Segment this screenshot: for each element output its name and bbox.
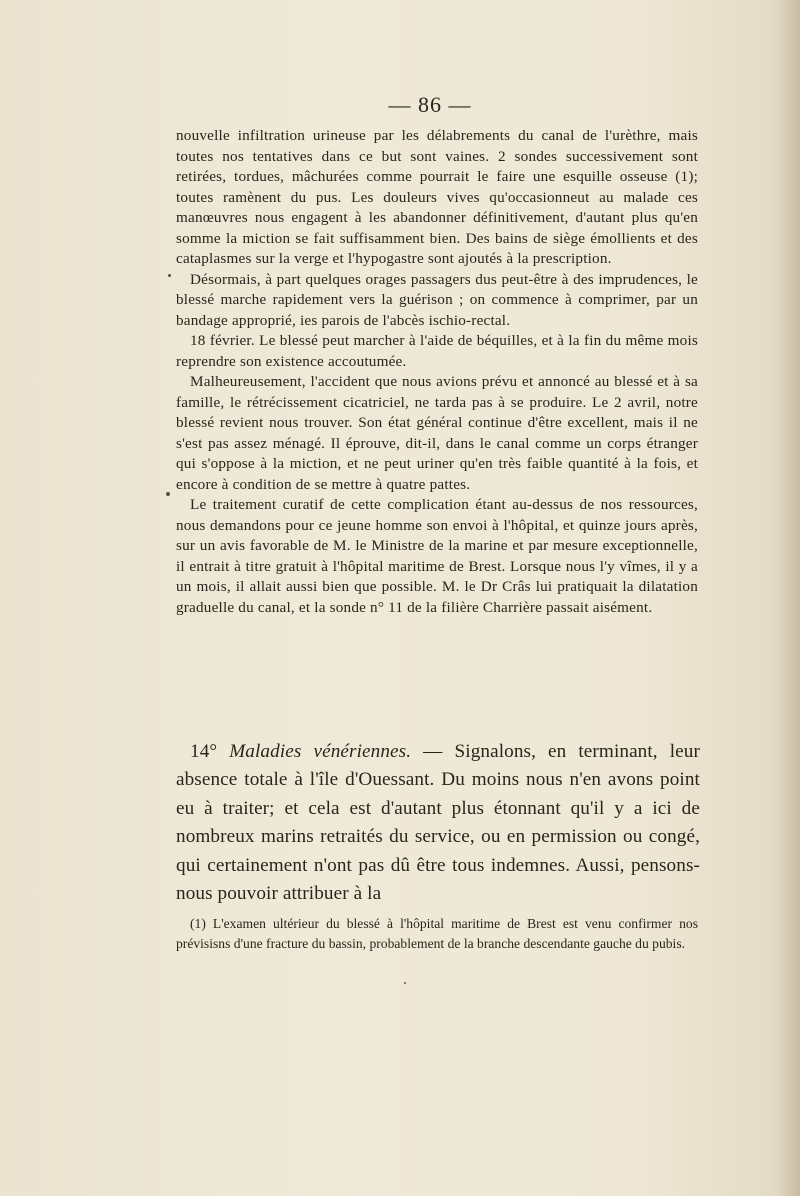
paragraph-2: Désormais, à part quelques orages passagers dus peut-être à des imprudences, le blessé marche rapidement vers la guérison ; on commence à comprimer, par un bandage approprié, ies parois de l'abcès ischio-rectal. [176, 270, 698, 329]
section-number: 14° [190, 741, 218, 762]
paragraph-3: 18 février. Le blessé peut marcher à l'aide de béquilles, et à la fin du même mois reprendre son existence accoutumée. [176, 332, 698, 370]
ink-speck [404, 982, 406, 984]
section-venereal-diseases [176, 738, 700, 908]
page-edge-shadow [778, 0, 800, 1196]
paragraph-4: Malheureusement, l'accident que nous avions prévu et annoncé au blessé et à sa famille, le rétrécissement cicatriciel, ne tarda pas à se produire. Le 2 avril, notre blessé revient nous trouver. Son état général continue d'être excellent, mais il ne s'est pas assez ménagé. Il éprouve, dit-il, dans le canal comme un corps étranger qui s'oppose à la miction, et ne peut uriner qu'en très faible quantité à la fois, et encore à condition de se mettre à quatre pattes. [176, 373, 698, 493]
body-text [176, 126, 698, 618]
paragraph-5: Le traitement curatif de cette complication étant au-dessus de nos ressources, nous demandons pour ce jeune homme son envoi à l'hôpital, et quinze jours après, sur un avis favorable de M. le Ministre de la marine et par mesure exceptionnelle, il entrait à titre gratuit à l'hôpital maritime de Brest. Lorsque nous l'y vîmes, il y a un mois, il allait aussi bien que possible. M. le Dr Crâs lui pratiquait la dilatation graduelle du canal, et la sonde n° 11 de la filière Charrière passait aisément. [176, 496, 698, 616]
section-paragraph [176, 738, 700, 908]
footnote-text: (1) L'examen ultérieur du blessé à l'hôpital maritime de Brest est venu confirmer nos prévisisns d'une fracture du bassin, probablement de la branche descendante gauche du pubis. [176, 916, 698, 951]
page-number: — 86 — [388, 92, 472, 117]
ink-speck [168, 274, 171, 277]
footnote [176, 914, 698, 953]
section-text: — Signalons, en terminant, leur absence totale à l'île d'Ouessant. Du moins nous n'en avons point eu à traiter; et cela est d'autant plus étonnant qu'il y a ici de nombreux marins retraités du service, ou en permission ou congé, qui certainement n'ont pas dû être tous indemnes. Aussi, pensons-nous pouvoir attribuer à la [176, 741, 700, 905]
section-title: Maladies vénériennes. [229, 741, 412, 762]
paragraph-1: nouvelle infiltration urineuse par les délabrements du canal de l'urèthre, mais toutes nos tentatives dans ce but sont vaines. 2 sondes successivement sont retirées, tordues, mâchurées comme pourrait le faire une esquille osseuse (1); toutes ramènent du pus. Les douleurs vives qu'occasionneut au malade ces manœuvres nous engagent à les abandonner définitivement, d'autant plus qu'en somme la miction se fait suffisamment bien. Des bains de siège émollients et des cataplasmes sur la verge et l'hypogastre sont ajoutés à la prescription. [176, 127, 698, 267]
ink-speck [166, 492, 170, 496]
